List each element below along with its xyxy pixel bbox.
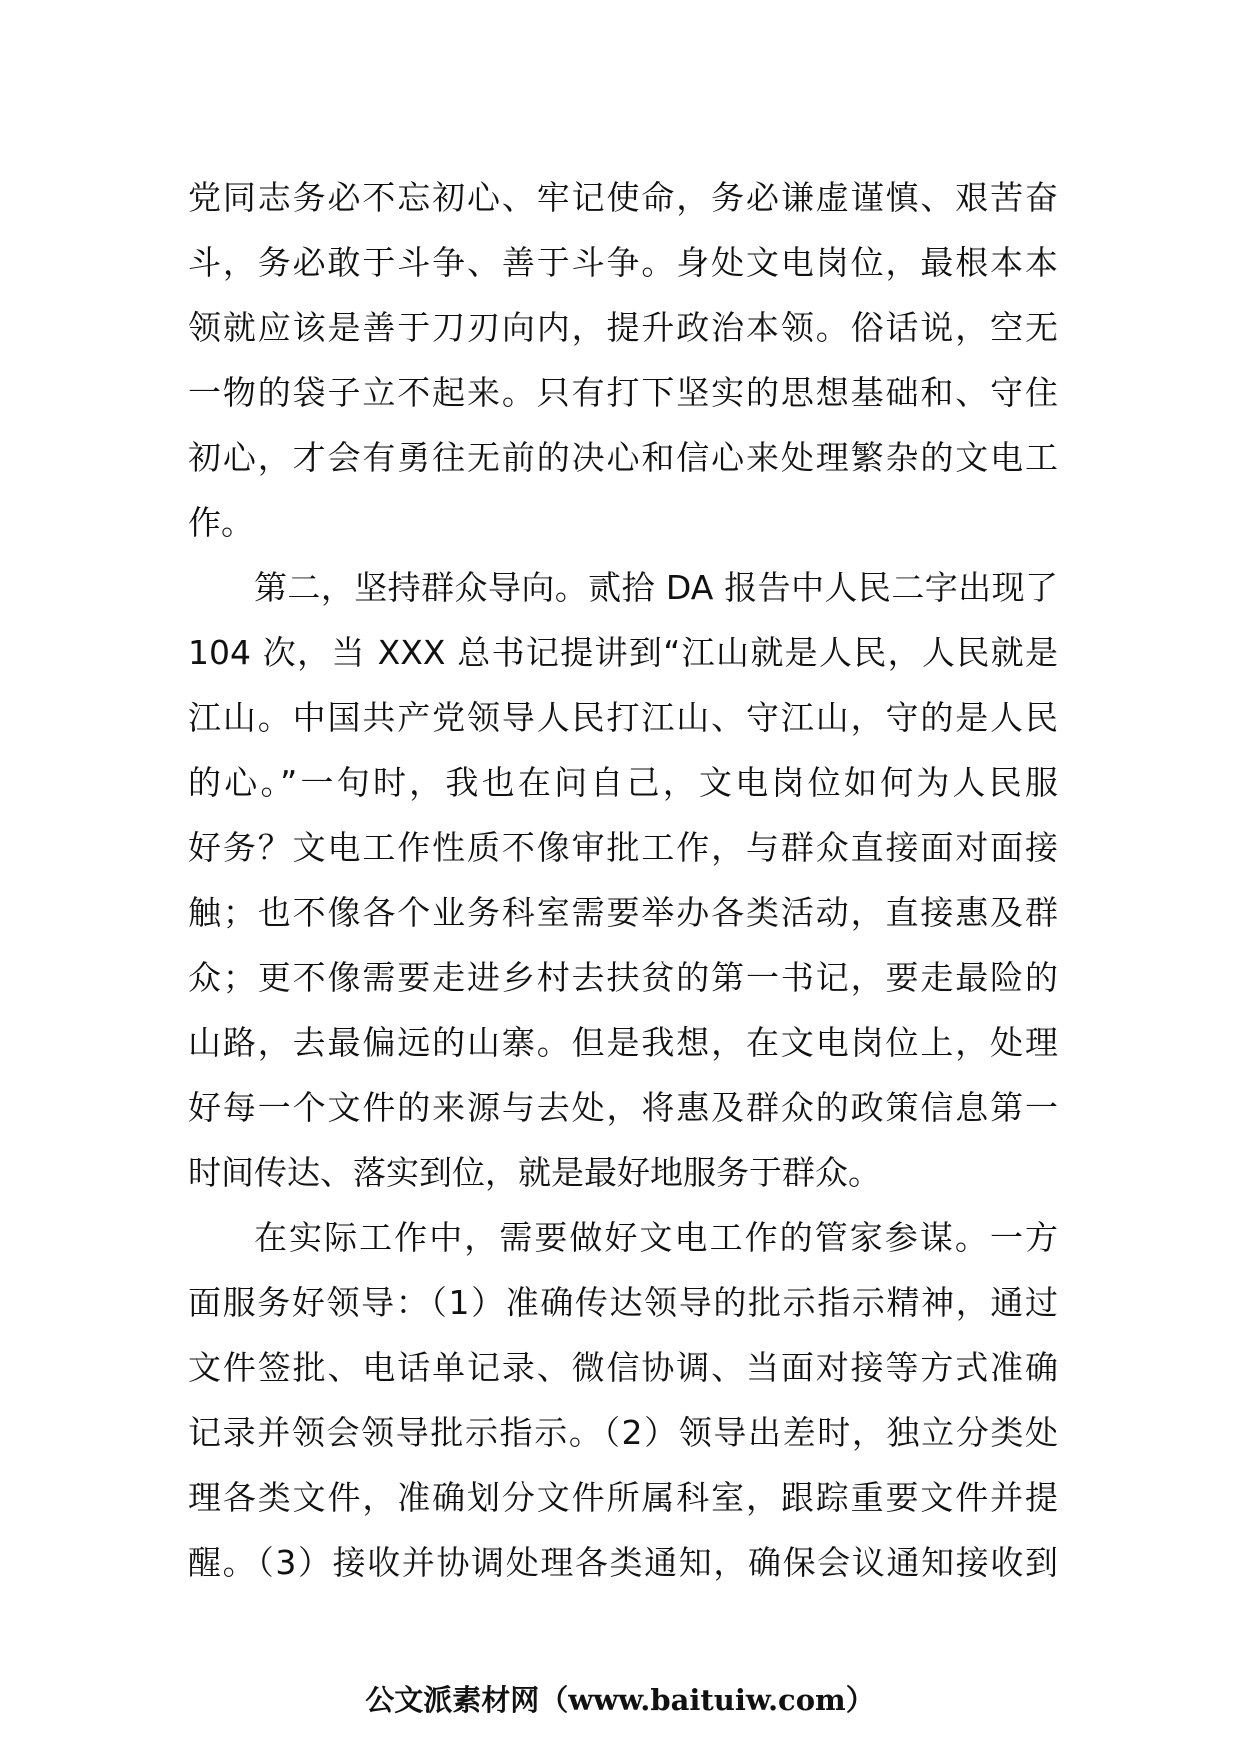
text-line: 理各类文件，准确划分文件所属科室，跟踪重要文件并提 <box>188 1478 1058 1517</box>
text-line: 初心，才会有勇往无前的决心和信心来处理繁杂的文电工 <box>188 438 1058 477</box>
text-line: 104 次，当 XXX 总书记提讲到“江山就是人民，人民就是 <box>188 633 1058 672</box>
document-body <box>188 165 1058 1595</box>
text-line: 众；更不像需要走进乡村去扶贫的第一书记，要走最险的 <box>188 958 1058 997</box>
text-line: 文件签批、电话单记录、微信协调、当面对接等方式准确 <box>188 1348 1058 1387</box>
text-line: 触；也不像各个业务科室需要举办各类活动，直接惠及群 <box>188 893 1058 932</box>
text-line: 在实际工作中，需要做好文电工作的管家参谋。一方 <box>254 1218 1058 1257</box>
text-line: 山路，去最偏远的山寨。但是我想，在文电岗位上，处理 <box>188 1023 1058 1062</box>
text-line: 领就应该是善于刀刃向内，提升政治本领。俗话说，空无 <box>188 308 1058 347</box>
text-line: 醒。（3）接收并协调处理各类通知，确保会议通知接收到 <box>188 1543 1058 1582</box>
text-line: 一物的袋子立不起来。只有打下坚实的思想基础和、守住 <box>188 373 1058 412</box>
text-line: 的心。”一句时，我也在问自己，文电岗位如何为人民服 <box>188 763 1058 802</box>
text-line: 时间传达、落实到位，就是最好地服务于群众。 <box>188 1153 881 1192</box>
footer-watermark: 公文派素材网（www.baituiw.com） <box>365 1683 875 1717</box>
text-line: 斗，务必敢于斗争、善于斗争。身处文电岗位，最根本本 <box>188 243 1058 282</box>
text-line: 党同志务必不忘初心、牢记使命，务必谦虚谨慎、艰苦奋 <box>188 178 1058 217</box>
text-line: 江山。中国共产党领导人民打江山、守江山，守的是人民 <box>188 698 1058 737</box>
text-line: 好每一个文件的来源与去处，将惠及群众的政策信息第一 <box>188 1088 1058 1127</box>
text-line: 作。 <box>188 503 254 542</box>
text-line: 好务？文电工作性质不像审批工作，与群众直接面对面接 <box>188 828 1058 867</box>
text-line: 面服务好领导：（1）准确传达领导的批示指示精神，通过 <box>188 1283 1058 1322</box>
text-line: 第二，坚持群众导向。贰拾 DA 报告中人民二字出现了 <box>254 568 1058 607</box>
text-line: 记录并领会领导批示指示。（2）领导出差时，独立分类处 <box>188 1413 1058 1452</box>
